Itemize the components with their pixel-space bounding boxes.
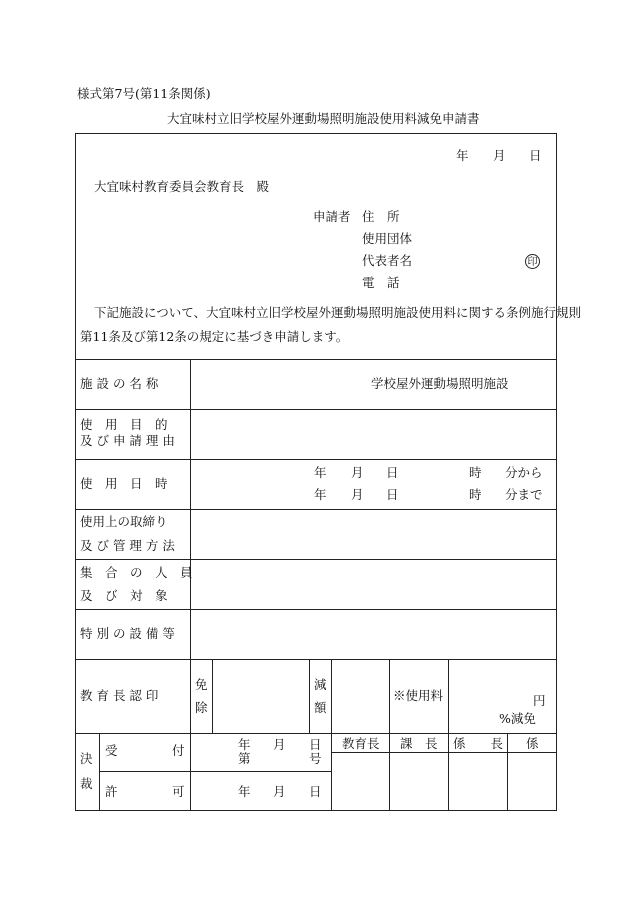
form-title: 大宜味村立旧学校屋外運動場照明施設使用料減免申請書 xyxy=(167,111,480,126)
to-day: 日 xyxy=(386,487,399,502)
grid-line xyxy=(75,509,557,510)
receipt-char-2: 付 xyxy=(172,743,185,758)
grid-line xyxy=(190,771,331,772)
purpose-label-line-1: 使 用 目 的 xyxy=(80,417,168,432)
receipt-month: 月 xyxy=(273,737,286,752)
representative-label: 代表者名 xyxy=(362,253,413,268)
grid-line xyxy=(75,733,557,734)
grid-line xyxy=(331,752,557,753)
address-label: 住 所 xyxy=(362,209,400,224)
group-label: 使用団体 xyxy=(362,231,413,246)
grid-line xyxy=(75,409,557,410)
grid-line xyxy=(212,659,213,733)
yen-unit: 円 xyxy=(533,693,546,708)
date-day: 日 xyxy=(529,148,542,163)
grid-line xyxy=(75,609,557,610)
grid-line xyxy=(331,659,332,811)
permit-char-2: 可 xyxy=(172,784,185,799)
grid-line xyxy=(507,733,508,811)
permit-year: 年 xyxy=(238,784,251,799)
exempt-char-2: 除 xyxy=(195,700,208,715)
people-label-line-1: 集 合 の 人 員 xyxy=(80,565,193,580)
management-label-line-2: 及 び 管 理 方 法 xyxy=(80,538,175,553)
permit-char-1: 許 xyxy=(105,784,118,799)
reduce-char-1: 減 xyxy=(314,677,327,692)
permit-month: 月 xyxy=(273,784,286,799)
from-suffix: 分から xyxy=(505,465,543,480)
percent-reduction: %減免 xyxy=(499,711,536,726)
grid-line xyxy=(99,771,190,772)
grid-line xyxy=(448,659,449,811)
exempt-char-1: 免 xyxy=(195,677,208,692)
to-hour: 時 xyxy=(469,487,482,502)
reduce-char-2: 額 xyxy=(314,700,327,715)
from-day: 日 xyxy=(386,465,399,480)
receipt-year: 年 xyxy=(238,737,251,752)
from-month: 月 xyxy=(351,465,364,480)
grid-line xyxy=(99,733,100,811)
grid-line xyxy=(75,459,557,460)
receipt-number-prefix: 第 xyxy=(238,751,251,766)
phone-label: 電 話 xyxy=(362,275,400,290)
datetime-label: 使 用 日 時 xyxy=(80,476,168,491)
management-label-line-1: 使用上の取締り xyxy=(80,514,168,529)
from-hour: 時 xyxy=(469,465,482,480)
seal-mark: 印 xyxy=(525,254,540,269)
grid-line xyxy=(75,559,557,560)
decision-char-1: 決 xyxy=(80,751,93,766)
people-label-line-2: 及 び 対 象 xyxy=(80,588,168,603)
fee-label: ※使用料 xyxy=(393,688,444,703)
approver-section-chief: 課 長 xyxy=(400,736,438,751)
superintendent-seal-label: 教 育 長 認 印 xyxy=(80,688,159,703)
approver-superintendent: 教育長 xyxy=(342,736,380,751)
receipt-char-1: 受 xyxy=(105,743,118,758)
body-text-line-2: 第11条及び第12条の規定に基づき申請します。 xyxy=(80,329,349,344)
facility-name-label: 施 設 の 名 称 xyxy=(80,376,159,391)
date-month: 月 xyxy=(493,148,506,163)
permit-day: 日 xyxy=(309,784,322,799)
to-month: 月 xyxy=(351,487,364,502)
addressee: 大宜味村教育委員会教育長 殿 xyxy=(94,179,270,194)
body-text-line-1: 下記施設について、大宜味村立旧学校屋外運動場照明施設使用料に関する条例施行規則 xyxy=(94,305,582,320)
grid-line xyxy=(309,659,310,733)
date-year: 年 xyxy=(456,148,469,163)
to-year: 年 xyxy=(314,487,327,502)
approver-sub-chief: 係 長 xyxy=(453,736,504,751)
applicant-label: 申請者 xyxy=(313,209,351,224)
grid-line xyxy=(75,659,557,660)
grid-line xyxy=(75,359,557,360)
grid-line xyxy=(389,659,390,811)
from-year: 年 xyxy=(314,465,327,480)
form-number: 様式第7号(第11条関係) xyxy=(77,86,211,101)
purpose-label-line-2: 及 び 申 請 理 由 xyxy=(80,433,175,448)
grid-line xyxy=(190,359,191,811)
receipt-day: 日 xyxy=(309,737,322,752)
approver-staff: 係 xyxy=(526,736,539,751)
equipment-label: 特 別 の 設 備 等 xyxy=(80,626,175,641)
receipt-number-suffix: 号 xyxy=(309,751,322,766)
decision-char-2: 裁 xyxy=(80,776,93,791)
to-suffix: 分まで xyxy=(505,487,543,502)
facility-name-value: 学校屋外運動場照明施設 xyxy=(371,376,509,391)
